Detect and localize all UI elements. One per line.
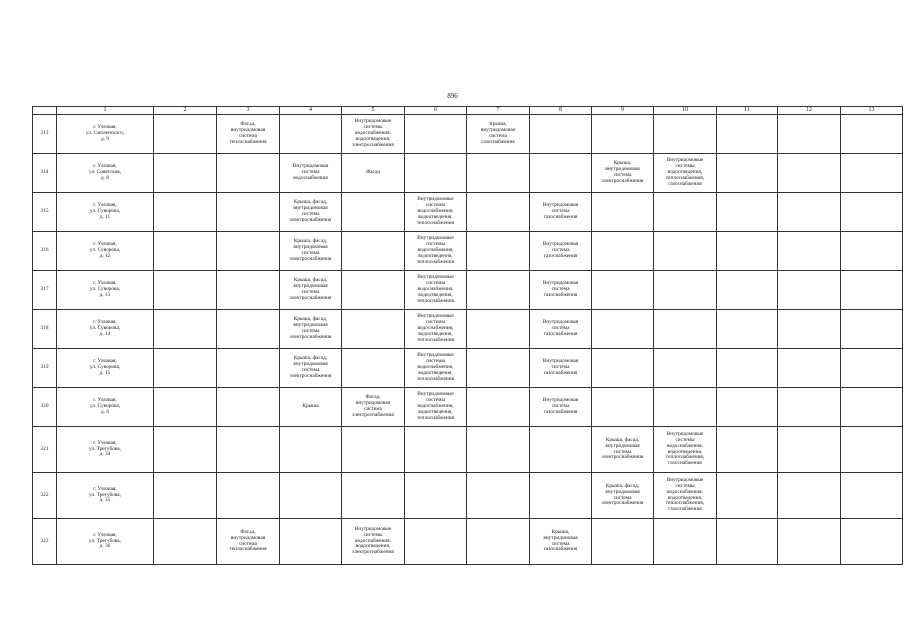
work-cell bbox=[467, 271, 530, 310]
header-cell: 1 bbox=[57, 107, 154, 115]
work-cell bbox=[841, 115, 903, 154]
work-cell bbox=[592, 310, 654, 349]
table-row bbox=[33, 232, 903, 271]
work-cell bbox=[342, 310, 405, 349]
work-cell: Внутридомовая система газоснабжения bbox=[530, 310, 592, 349]
work-cell bbox=[467, 519, 530, 565]
work-cell: Фасад, внутридомовая система теплоснабжения bbox=[217, 519, 280, 565]
work-cell: Внутридомовые системы водоснабжения, водоотведения, теплоснабжения bbox=[405, 193, 467, 232]
row-number: 321 bbox=[33, 427, 57, 473]
work-cell bbox=[778, 473, 841, 519]
work-cell bbox=[717, 232, 778, 271]
work-cell: Крыша, внутридомовая система газоснабжения bbox=[530, 519, 592, 565]
work-cell bbox=[405, 154, 467, 193]
work-cell: Внутридомовые системы водоснабжения, водоотведения, теплоснабжения, газоснабжения bbox=[654, 427, 717, 473]
work-cell bbox=[654, 115, 717, 154]
work-cell bbox=[342, 427, 405, 473]
work-cell bbox=[778, 232, 841, 271]
header-cell: 2 bbox=[154, 107, 217, 115]
work-cell: Внутридомовые системы водоснабжения, водоотведения, теплоснабжения bbox=[405, 310, 467, 349]
work-cell: Внутридомовая система газоснабжения bbox=[530, 349, 592, 388]
work-cell: Крыша bbox=[280, 388, 342, 427]
work-cell bbox=[154, 310, 217, 349]
work-cell bbox=[654, 519, 717, 565]
work-cell bbox=[280, 115, 342, 154]
work-cell bbox=[217, 310, 280, 349]
work-cell bbox=[717, 271, 778, 310]
address-cell: г. Узловая, ул. Трегубова, д. 36 bbox=[57, 519, 154, 565]
work-cell bbox=[778, 388, 841, 427]
work-cell bbox=[154, 427, 217, 473]
work-cell bbox=[592, 115, 654, 154]
work-cell bbox=[342, 271, 405, 310]
work-cell bbox=[841, 427, 903, 473]
work-cell bbox=[154, 271, 217, 310]
table-row bbox=[33, 154, 903, 193]
work-cell bbox=[778, 349, 841, 388]
work-cell: Внутридомовая система газоснабжения bbox=[530, 388, 592, 427]
work-cell: Внутридомовая система газоснабжения bbox=[530, 193, 592, 232]
work-cell bbox=[841, 271, 903, 310]
work-cell bbox=[841, 310, 903, 349]
address-cell: г. Узловая, ул. Суворова, д. 13 bbox=[57, 271, 154, 310]
address-cell: г. Узловая, ул. Суворова, д. 11 bbox=[57, 193, 154, 232]
work-cell bbox=[405, 473, 467, 519]
work-cell: Внутридомовые системы водоснабжения, водоотведения, электроснабжения bbox=[342, 519, 405, 565]
header-cell: 12 bbox=[778, 107, 841, 115]
work-cell bbox=[592, 519, 654, 565]
work-cell bbox=[592, 232, 654, 271]
work-cell bbox=[778, 310, 841, 349]
row-number: 313 bbox=[33, 115, 57, 154]
address-cell: г. Узловая, ул. Суворова, д. 14 bbox=[57, 310, 154, 349]
work-cell bbox=[778, 271, 841, 310]
work-cell bbox=[217, 349, 280, 388]
row-number: 317 bbox=[33, 271, 57, 310]
work-cell bbox=[154, 232, 217, 271]
work-cell: Фасад, внутридомовая система электроснабжения bbox=[342, 388, 405, 427]
repair-schedule-table bbox=[32, 106, 903, 565]
work-cell bbox=[841, 519, 903, 565]
header-cell: 13 bbox=[841, 107, 903, 115]
work-cell bbox=[841, 388, 903, 427]
work-cell bbox=[592, 193, 654, 232]
header-cell: 4 bbox=[280, 107, 342, 115]
work-cell bbox=[841, 232, 903, 271]
address-cell: г. Узловая, ул. Трегубова, д. 35 bbox=[57, 473, 154, 519]
row-number: 319 bbox=[33, 349, 57, 388]
header-cell: 8 bbox=[530, 107, 592, 115]
work-cell: Фасад, внутридомовая система теплоснабжения bbox=[217, 115, 280, 154]
work-cell: Внутридомовые системы водоснабжения, водоотведения, теплоснабжения bbox=[405, 271, 467, 310]
work-cell: Крыша, внутридомовая система электроснабжения bbox=[592, 154, 654, 193]
table-row bbox=[33, 427, 903, 473]
work-cell bbox=[154, 473, 217, 519]
work-cell bbox=[467, 427, 530, 473]
work-cell bbox=[467, 349, 530, 388]
work-cell bbox=[530, 427, 592, 473]
table-row bbox=[33, 473, 903, 519]
row-number: 315 bbox=[33, 193, 57, 232]
work-cell bbox=[217, 193, 280, 232]
work-cell: Внутридомовые системы водоснабжения, водоотведения, электроснабжения bbox=[342, 115, 405, 154]
work-cell bbox=[717, 519, 778, 565]
table-row bbox=[33, 349, 903, 388]
work-cell bbox=[467, 232, 530, 271]
work-cell bbox=[592, 349, 654, 388]
work-cell: Внутридомовые системы водоснабжения, водоотведения, теплоснабжения, газоснабжения bbox=[654, 473, 717, 519]
work-cell bbox=[654, 349, 717, 388]
work-cell bbox=[467, 388, 530, 427]
work-cell: Внутридомовая система газоснабжения bbox=[530, 271, 592, 310]
header-cell: 3 bbox=[217, 107, 280, 115]
header-cell: 6 bbox=[405, 107, 467, 115]
row-number: 318 bbox=[33, 310, 57, 349]
header-cell-blank bbox=[33, 107, 57, 115]
work-cell: Внутридомовые системы водоотведения, теплоснабжения, газоснабжения bbox=[654, 154, 717, 193]
work-cell bbox=[405, 115, 467, 154]
work-cell bbox=[530, 115, 592, 154]
work-cell bbox=[841, 154, 903, 193]
work-cell bbox=[717, 473, 778, 519]
work-cell bbox=[717, 115, 778, 154]
table-row bbox=[33, 115, 903, 154]
work-cell bbox=[654, 310, 717, 349]
work-cell bbox=[654, 193, 717, 232]
work-cell bbox=[717, 154, 778, 193]
work-cell: Крыша, фасад, внутридомовая система электроснабжения bbox=[280, 349, 342, 388]
work-cell bbox=[717, 193, 778, 232]
work-cell bbox=[717, 310, 778, 349]
work-cell bbox=[654, 388, 717, 427]
work-cell bbox=[154, 349, 217, 388]
work-cell: Фасад bbox=[342, 154, 405, 193]
work-cell bbox=[217, 154, 280, 193]
work-cell: Крыша, фасад, внутридомовая система электроснабжения bbox=[592, 427, 654, 473]
work-cell bbox=[654, 232, 717, 271]
work-cell bbox=[778, 193, 841, 232]
work-cell bbox=[530, 154, 592, 193]
header-cell: 11 bbox=[717, 107, 778, 115]
work-cell bbox=[778, 154, 841, 193]
work-cell bbox=[217, 427, 280, 473]
table-row bbox=[33, 193, 903, 232]
work-cell: Внутридомовые системы водоснабжения, водоотведения, теплоснабжения bbox=[405, 388, 467, 427]
work-cell bbox=[280, 427, 342, 473]
work-cell: Внутридомовые системы водоснабжения, водоотведения, теплоснабжения bbox=[405, 349, 467, 388]
header-cell: 7 bbox=[467, 107, 530, 115]
header-cell: 10 bbox=[654, 107, 717, 115]
work-cell: Крыша, фасад, внутридомовая система электроснабжения bbox=[280, 232, 342, 271]
work-cell bbox=[467, 154, 530, 193]
page-number: 896 bbox=[447, 92, 458, 100]
header-cell: 5 bbox=[342, 107, 405, 115]
table-row bbox=[33, 388, 903, 427]
address-cell: г. Узловая, ул. Советская, д. 8 bbox=[57, 154, 154, 193]
work-cell: Внутридомовая система газоснабжения bbox=[530, 232, 592, 271]
work-cell bbox=[154, 388, 217, 427]
work-cell bbox=[841, 193, 903, 232]
work-cell: Внутридомовая система водоснабжения bbox=[280, 154, 342, 193]
work-cell bbox=[342, 232, 405, 271]
table-row bbox=[33, 271, 903, 310]
work-cell bbox=[154, 193, 217, 232]
work-cell bbox=[405, 427, 467, 473]
work-cell bbox=[467, 310, 530, 349]
work-cell: Крыша, фасад, внутридомовая система электроснабжения bbox=[592, 473, 654, 519]
work-cell bbox=[717, 427, 778, 473]
work-cell bbox=[841, 349, 903, 388]
header-cell: 9 bbox=[592, 107, 654, 115]
address-cell: г. Узловая, ул. Суворова, д. 12 bbox=[57, 232, 154, 271]
work-cell bbox=[654, 271, 717, 310]
work-cell bbox=[154, 154, 217, 193]
row-number: 323 bbox=[33, 519, 57, 565]
work-cell bbox=[717, 388, 778, 427]
work-cell bbox=[467, 193, 530, 232]
work-cell bbox=[280, 473, 342, 519]
work-cell bbox=[778, 115, 841, 154]
work-cell bbox=[217, 271, 280, 310]
row-number: 320 bbox=[33, 388, 57, 427]
table-row bbox=[33, 519, 903, 565]
work-cell bbox=[778, 519, 841, 565]
work-cell: Крыша, внутридомовая система газоснабжения bbox=[467, 115, 530, 154]
work-cell bbox=[592, 271, 654, 310]
row-number: 322 bbox=[33, 473, 57, 519]
work-cell bbox=[841, 473, 903, 519]
header-row bbox=[33, 107, 903, 115]
work-cell bbox=[280, 519, 342, 565]
work-cell bbox=[342, 473, 405, 519]
work-cell bbox=[154, 115, 217, 154]
work-cell bbox=[717, 349, 778, 388]
work-cell bbox=[405, 519, 467, 565]
work-cell: Внутридомовые системы водоснабжения, водоотведения, теплоснабжения bbox=[405, 232, 467, 271]
work-cell bbox=[592, 388, 654, 427]
work-cell bbox=[467, 473, 530, 519]
work-cell bbox=[217, 232, 280, 271]
work-cell bbox=[342, 193, 405, 232]
address-cell: г. Узловая, ул. Суворова, д. 6 bbox=[57, 388, 154, 427]
work-cell bbox=[217, 388, 280, 427]
work-cell bbox=[217, 473, 280, 519]
work-cell: Крыша, фасад, внутридомовая система электроснабжения bbox=[280, 193, 342, 232]
work-cell bbox=[342, 349, 405, 388]
row-number: 314 bbox=[33, 154, 57, 193]
row-number: 316 bbox=[33, 232, 57, 271]
table-row bbox=[33, 310, 903, 349]
work-cell bbox=[778, 427, 841, 473]
work-cell bbox=[530, 473, 592, 519]
work-cell bbox=[154, 519, 217, 565]
address-cell: г. Узловая, ул. Трегубова, д. 34 bbox=[57, 427, 154, 473]
address-cell: г. Узловая, ул. Смоленского, д. 9 bbox=[57, 115, 154, 154]
address-cell: г. Узловая, ул. Суворова, д. 15 bbox=[57, 349, 154, 388]
work-cell: Крыша, фасад, внутридомовая система электроснабжения bbox=[280, 310, 342, 349]
work-cell: Крыша, фасад, внутридомовая система электроснабжения bbox=[280, 271, 342, 310]
